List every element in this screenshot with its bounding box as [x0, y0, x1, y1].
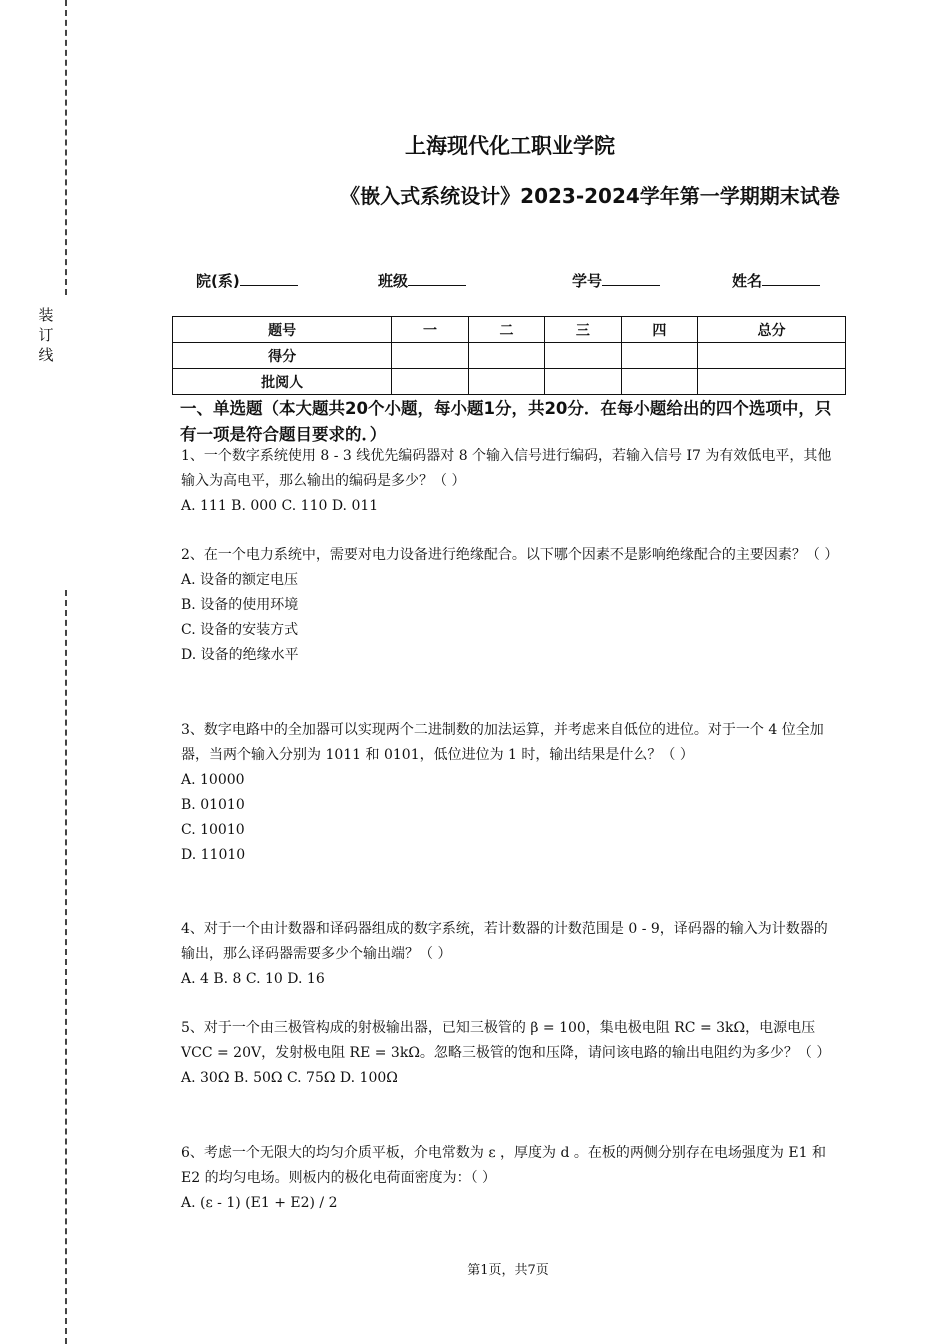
- student-id-field: 学号: [572, 270, 660, 291]
- reviewer-cell: [392, 369, 468, 395]
- question-option: C. 设备的安装方式: [181, 622, 299, 638]
- question-option: C. 10010: [181, 822, 245, 838]
- question-stem: 2、在一个电力系统中，需要对电力设备进行绝缘配合。以下哪个因素不是影响绝缘配合的主要因素？（ ）: [181, 547, 839, 563]
- name-field: 姓名: [732, 270, 820, 291]
- score-table-header: 二: [468, 317, 544, 343]
- reviewer-cell: [468, 369, 544, 395]
- reviewer-cell: [621, 369, 697, 395]
- question-option: B. 01010: [181, 797, 245, 813]
- score-table-header-row: [173, 317, 846, 343]
- question: [181, 444, 841, 519]
- score-cell: [621, 343, 697, 369]
- question: [181, 917, 841, 992]
- question-option: B. 设备的使用环境: [181, 597, 299, 613]
- school-name: 上海现代化工职业学院: [405, 134, 615, 158]
- question-option: D. 11010: [181, 847, 246, 863]
- score-table-header: 题号: [173, 317, 392, 343]
- question-stem: 6、考虑一个无限大的均匀介质平板，介电常数为 ε ，厚度为 d 。在板的两侧分别存在电场强度为 E1 和 E2 的均匀电场。则板内的极化电荷面密度为：（ ）: [181, 1145, 826, 1186]
- score-row: [173, 343, 846, 369]
- score-row-label: 得分: [173, 343, 392, 369]
- section-title: 一、单选题（本大题共20个小题，每小题1分，共20分．在每小题给出的四个选项中，只有一项是符合题目要求的．）: [180, 399, 832, 444]
- question-option: D. 设备的绝缘水平: [181, 647, 299, 663]
- question-option: A. 设备的额定电压: [181, 572, 299, 588]
- score-cell: [545, 343, 621, 369]
- score-table-header: 四: [621, 317, 697, 343]
- score-table-header: 一: [392, 317, 468, 343]
- question: [181, 718, 841, 868]
- question: [181, 1141, 841, 1216]
- question-option: A. 30Ω B. 50Ω C. 75Ω D. 100Ω: [181, 1070, 398, 1086]
- question-option: A. 111 B. 000 C. 110 D. 011: [181, 498, 379, 514]
- score-cell: [392, 343, 468, 369]
- reviewer-cell: [545, 369, 621, 395]
- score-cell: [468, 343, 544, 369]
- reviewer-cell: [698, 369, 846, 395]
- class-field: 班级: [378, 270, 466, 291]
- department-field: 院(系): [196, 270, 298, 291]
- reviewer-row: [173, 369, 846, 395]
- question-stem: 1、一个数字系统使用 8 - 3 线优先编码器对 8 个输入信号进行编码，若输入信号 I7 为有效低电平，其他输入为高电平，那么输出的编码是多少？（ ）: [181, 448, 832, 489]
- exam-title: 《嵌入式系统设计》2023-2024学年第一学期期末试卷: [340, 184, 840, 208]
- question-option: A. 4 B. 8 C. 10 D. 16: [181, 971, 325, 987]
- reviewer-row-label: 批阅人: [173, 369, 392, 395]
- question: [181, 1016, 841, 1091]
- binding-line-bottom: [65, 590, 67, 1344]
- question-stem: 4、对于一个由计数器和译码器组成的数字系统，若计数器的计数范围是 0 - 9，译码器的输入为计数器的输出，那么译码器需要多少个输出端？（ ）: [181, 921, 828, 962]
- question-option: A. (ε - 1) (E1 + E2) / 2: [181, 1195, 338, 1211]
- question-stem: 3、数字电路中的全加器可以实现两个二进制数的加法运算，并考虑来自低位的进位。对于一个 4 位全加器，当两个输入分别为 1011 和 0101，低位进位为 1 时，输出结果是什么？（ ）: [181, 722, 824, 763]
- question: [181, 543, 841, 668]
- question-option: A. 10000: [181, 772, 245, 788]
- score-table-header: 总分: [698, 317, 846, 343]
- page-number: 第1页，共7页: [467, 1263, 549, 1278]
- question-stem: 5、对于一个由三极管构成的射极输出器，已知三极管的 β = 100，集电极电阻 RC = 3kΩ，电源电压 VCC = 20V，发射极电阻 RE = 3kΩ。忽略三极管的饱和压降，请问该电路的输出电阻约为多少？（ ）: [181, 1020, 831, 1061]
- score-table-header: 三: [545, 317, 621, 343]
- score-cell: [698, 343, 846, 369]
- score-table: [172, 316, 846, 395]
- binding-label: 装订线: [38, 306, 54, 364]
